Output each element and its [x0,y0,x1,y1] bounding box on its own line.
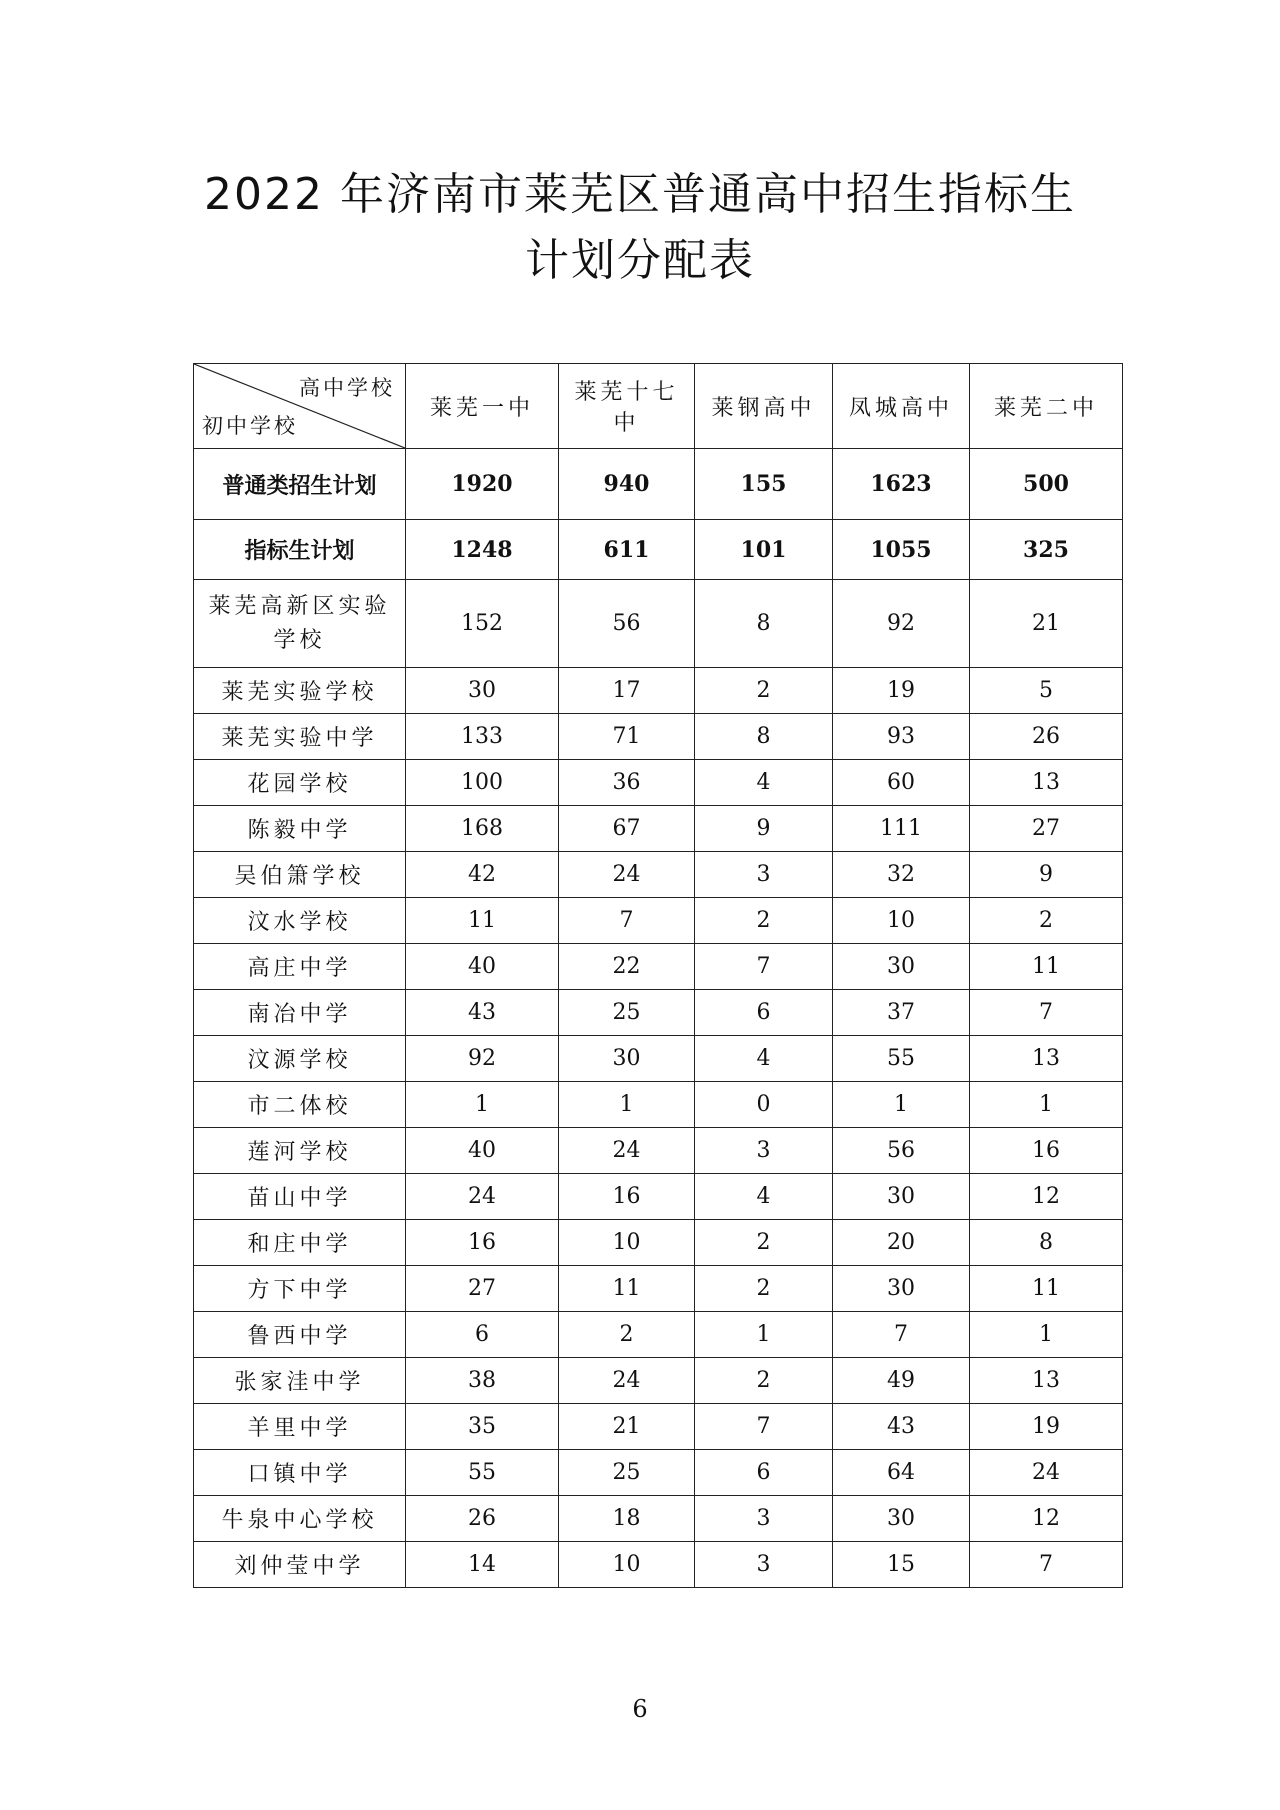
table-cell: 11 [406,898,559,944]
title-line-1: 2022 年济南市莱芜区普通高中招生指标生 [204,169,1076,220]
table-cell: 7 [559,898,695,944]
row-label: 莱芜实验学校 [194,668,406,714]
table-cell: 60 [833,760,970,806]
table-cell: 24 [559,1358,695,1404]
table-cell: 11 [970,1266,1123,1312]
table-cell: 152 [406,580,559,668]
row-label: 鲁西中学 [194,1312,406,1358]
table-cell: 30 [406,668,559,714]
table-row [194,1450,1123,1496]
table-cell: 1 [833,1082,970,1128]
table-row [194,1174,1123,1220]
row-label: 莱芜高新区实验学校 [194,580,406,668]
table-cell: 26 [406,1496,559,1542]
table-cell: 325 [970,520,1123,580]
table-cell: 6 [695,1450,833,1496]
summary-row [194,520,1123,580]
table-row [194,1496,1123,1542]
table-cell: 7 [695,944,833,990]
table-cell: 168 [406,806,559,852]
row-label: 苗山中学 [194,1174,406,1220]
table-cell: 17 [559,668,695,714]
table-cell: 500 [970,449,1123,520]
table-cell: 24 [406,1174,559,1220]
table-cell: 1 [970,1082,1123,1128]
table-row [194,1266,1123,1312]
table-cell: 7 [970,990,1123,1036]
table-cell: 22 [559,944,695,990]
row-axis-label: 初中学校 [202,414,298,438]
column-header: 凤城高中 [833,364,970,449]
table-row [194,580,1123,668]
table-cell: 10 [559,1542,695,1588]
table-row [194,1036,1123,1082]
table-cell: 6 [695,990,833,1036]
summary-row [194,449,1123,520]
table-cell: 36 [559,760,695,806]
table-cell: 0 [695,1082,833,1128]
table-cell: 93 [833,714,970,760]
row-label: 方下中学 [194,1266,406,1312]
table-row [194,1128,1123,1174]
table-cell: 1248 [406,520,559,580]
table-cell: 40 [406,1128,559,1174]
table-cell: 21 [970,580,1123,668]
table-cell: 3 [695,1542,833,1588]
row-label: 和庄中学 [194,1220,406,1266]
table-cell: 92 [833,580,970,668]
table-cell: 13 [970,1036,1123,1082]
table-cell: 42 [406,852,559,898]
row-label: 张家洼中学 [194,1358,406,1404]
table-cell: 13 [970,760,1123,806]
table-cell: 10 [559,1220,695,1266]
table-cell: 4 [695,760,833,806]
page-number: 6 [632,1695,648,1723]
table-cell: 2 [695,668,833,714]
table-row [194,1082,1123,1128]
table-cell: 38 [406,1358,559,1404]
row-label: 南冶中学 [194,990,406,1036]
table-cell: 40 [406,944,559,990]
table-cell: 2 [695,1220,833,1266]
table-cell: 2 [695,1358,833,1404]
table-cell: 71 [559,714,695,760]
table-cell: 12 [970,1496,1123,1542]
table-row [194,760,1123,806]
table-cell: 2 [559,1312,695,1358]
table-cell: 26 [970,714,1123,760]
table-cell: 16 [970,1128,1123,1174]
table-cell: 43 [833,1404,970,1450]
table-cell: 6 [406,1312,559,1358]
table-cell: 4 [695,1174,833,1220]
table-cell: 5 [970,668,1123,714]
table-cell: 7 [695,1404,833,1450]
row-label: 陈毅中学 [194,806,406,852]
table-cell: 24 [559,852,695,898]
table-cell: 43 [406,990,559,1036]
table-cell: 101 [695,520,833,580]
table-cell: 9 [695,806,833,852]
table-cell: 940 [559,449,695,520]
table-cell: 3 [695,1496,833,1542]
table-cell: 8 [970,1220,1123,1266]
row-label: 市二体校 [194,1082,406,1128]
table-row [194,1312,1123,1358]
table-row [194,852,1123,898]
table-cell: 49 [833,1358,970,1404]
column-axis-label: 高中学校 [299,376,395,400]
column-header: 莱钢高中 [695,364,833,449]
column-header: 莱芜十七中 [559,364,695,449]
table-cell: 35 [406,1404,559,1450]
table-cell: 8 [695,580,833,668]
row-label: 羊里中学 [194,1404,406,1450]
table-cell: 8 [695,714,833,760]
row-label: 指标生计划 [194,520,406,580]
table-cell: 1 [695,1312,833,1358]
table-cell: 27 [406,1266,559,1312]
table-row [194,944,1123,990]
row-label: 莲河学校 [194,1128,406,1174]
row-label: 高庄中学 [194,944,406,990]
table-cell: 611 [559,520,695,580]
table-cell: 10 [833,898,970,944]
column-header: 莱芜一中 [406,364,559,449]
row-label: 普通类招生计划 [194,449,406,520]
table-cell: 133 [406,714,559,760]
table-cell: 2 [695,898,833,944]
table-cell: 1 [406,1082,559,1128]
table-cell: 55 [833,1036,970,1082]
table-cell: 16 [559,1174,695,1220]
table-cell: 20 [833,1220,970,1266]
table-cell: 1920 [406,449,559,520]
table-cell: 27 [970,806,1123,852]
row-label: 吴伯箫学校 [194,852,406,898]
table-cell: 16 [406,1220,559,1266]
table-cell: 30 [833,1266,970,1312]
table-cell: 24 [970,1450,1123,1496]
row-label: 牛泉中心学校 [194,1496,406,1542]
row-label: 口镇中学 [194,1450,406,1496]
table-row [194,898,1123,944]
table-cell: 18 [559,1496,695,1542]
table-cell: 13 [970,1358,1123,1404]
table-cell: 30 [833,1174,970,1220]
table-cell: 1 [559,1082,695,1128]
table-cell: 19 [970,1404,1123,1450]
table-cell: 4 [695,1036,833,1082]
table-cell: 7 [970,1542,1123,1588]
table-cell: 67 [559,806,695,852]
table-cell: 11 [970,944,1123,990]
table-cell: 92 [406,1036,559,1082]
table-row [194,806,1123,852]
row-label: 刘仲莹中学 [194,1542,406,1588]
table-cell: 55 [406,1450,559,1496]
table-cell: 30 [559,1036,695,1082]
table-cell: 1623 [833,449,970,520]
table-cell: 25 [559,1450,695,1496]
table-cell: 2 [695,1266,833,1312]
table-row [194,668,1123,714]
table-row [194,1542,1123,1588]
table-row [194,714,1123,760]
table-row [194,1404,1123,1450]
table-cell: 56 [833,1128,970,1174]
table-cell: 24 [559,1128,695,1174]
table-cell: 12 [970,1174,1123,1220]
table-cell: 37 [833,990,970,1036]
table-cell: 1055 [833,520,970,580]
table-cell: 3 [695,1128,833,1174]
table-row [194,1358,1123,1404]
table-cell: 25 [559,990,695,1036]
row-label: 花园学校 [194,760,406,806]
table-cell: 15 [833,1542,970,1588]
table-cell: 3 [695,852,833,898]
table-cell: 56 [559,580,695,668]
corner-header-cell [194,364,406,449]
allocation-table [193,363,1123,1588]
table-row [194,990,1123,1036]
table-cell: 64 [833,1450,970,1496]
row-label: 莱芜实验中学 [194,714,406,760]
table-cell: 14 [406,1542,559,1588]
title-line-2: 计划分配表 [525,235,755,286]
table-cell: 32 [833,852,970,898]
row-label: 汶水学校 [194,898,406,944]
table-cell: 19 [833,668,970,714]
table-cell: 30 [833,944,970,990]
column-header: 莱芜二中 [970,364,1123,449]
table-row [194,1220,1123,1266]
header-row [194,364,1123,449]
table-cell: 155 [695,449,833,520]
table-cell: 2 [970,898,1123,944]
table-cell: 21 [559,1404,695,1450]
table-cell: 30 [833,1496,970,1542]
table-cell: 9 [970,852,1123,898]
table-cell: 11 [559,1266,695,1312]
row-label: 汶源学校 [194,1036,406,1082]
table-cell: 111 [833,806,970,852]
table-cell: 100 [406,760,559,806]
document-title [0,162,1280,294]
table-cell: 7 [833,1312,970,1358]
table-cell: 1 [970,1312,1123,1358]
